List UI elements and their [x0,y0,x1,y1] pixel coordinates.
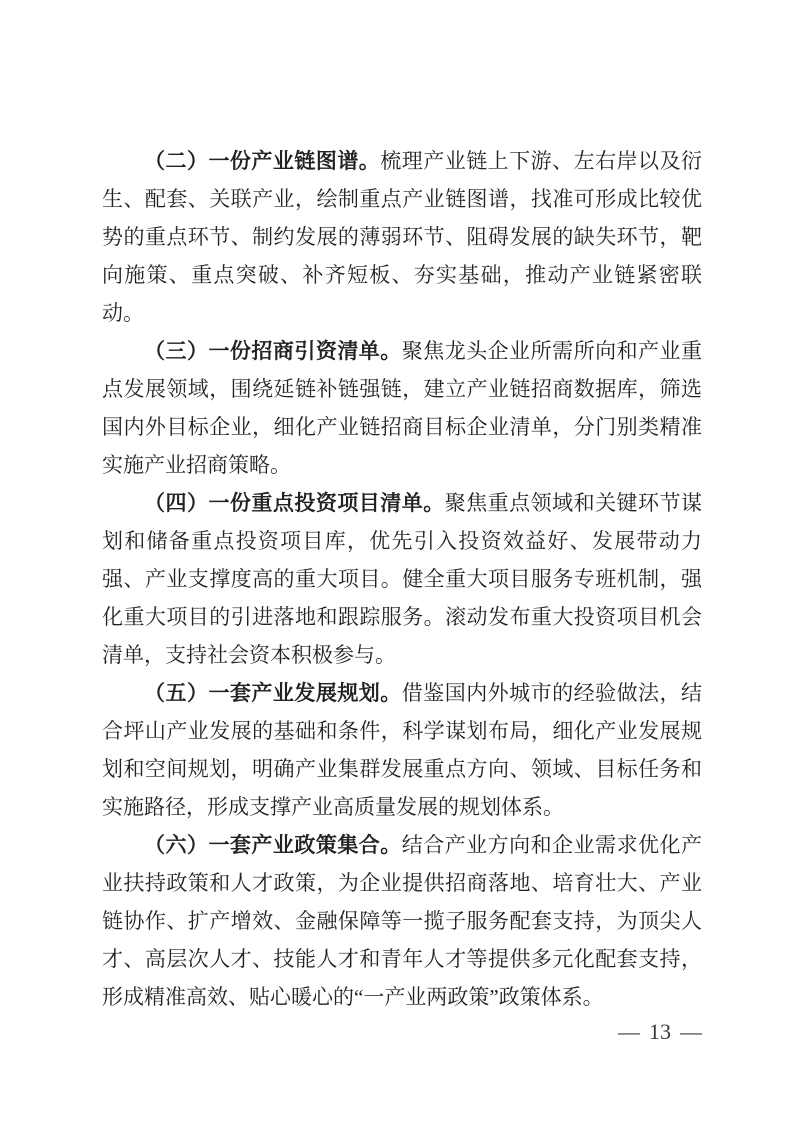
paragraph-text: 梳理产业链上下游、左右岸以及衍生、配套、关联产业，绘制重点产业链图谱，找准可形成比较优势的重点环节、制约发展的薄弱环节、阻碍发展的缺失环节，靶向施策、重点突破、补齐短板、夯实基础，推动产业链紧密联动。 [102,149,702,325]
page-number-right-dash: — [680,1019,702,1044]
document-body [102,142,702,1016]
paragraph-text: 聚焦重点领域和关键环节谋划和储备重点投资项目库，优先引入投资效益好、发展带动力强、产业支撑度高的重大项目。健全重大项目服务专班机制，强化重大项目的引进落地和跟踪服务。滚动发布重大投资项目机会清单，支持社会资本积极参与。 [102,491,702,667]
paragraph-title: （四）一份重点投资项目清单。 [144,491,445,515]
paragraph-text: 结合产业方向和企业需求优化产业扶持政策和人才政策，为企业提供招商落地、培育壮大、产业链协作、扩产增效、金融保障等一揽子服务配套支持，为顶尖人才、高层次人才、技能人才和青年人才等提供多元化配套支持，形成精准高效、贴心暖心的“一产业两政策”政策体系。 [102,833,703,1009]
paragraph-title: （二）一份产业链图谱。 [144,149,381,173]
page-footer [618,1019,702,1045]
paragraph-industry-chain-map [102,142,702,332]
paragraph-title: （五）一套产业发展规划。 [144,681,402,705]
paragraph-text: 借鉴国内外城市的经验做法，结合坪山产业发展的基础和条件，科学谋划布局，细化产业发展规划和空间规划，明确产业集群发展重点方向、领域、目标任务和实施路径，形成支撑产业高质量发展的规划体系。 [102,681,703,819]
paragraph-industry-development-plan [102,674,702,826]
paragraph-investment-attraction-list [102,332,702,484]
paragraph-industry-policy-set [102,826,702,1016]
page-number-left-dash: — [618,1019,640,1044]
page-number: 13 [649,1019,671,1044]
paragraph-text: 聚焦龙头企业所需所向和产业重点发展领域，围绕延链补链强链，建立产业链招商数据库，筛选国内外目标企业，细化产业链招商目标企业清单，分门别类精准实施产业招商策略。 [102,339,703,477]
paragraph-title: （六）一套产业政策集合。 [144,833,402,857]
paragraph-key-investment-projects [102,484,702,674]
paragraph-title: （三）一份招商引资清单。 [144,339,402,363]
